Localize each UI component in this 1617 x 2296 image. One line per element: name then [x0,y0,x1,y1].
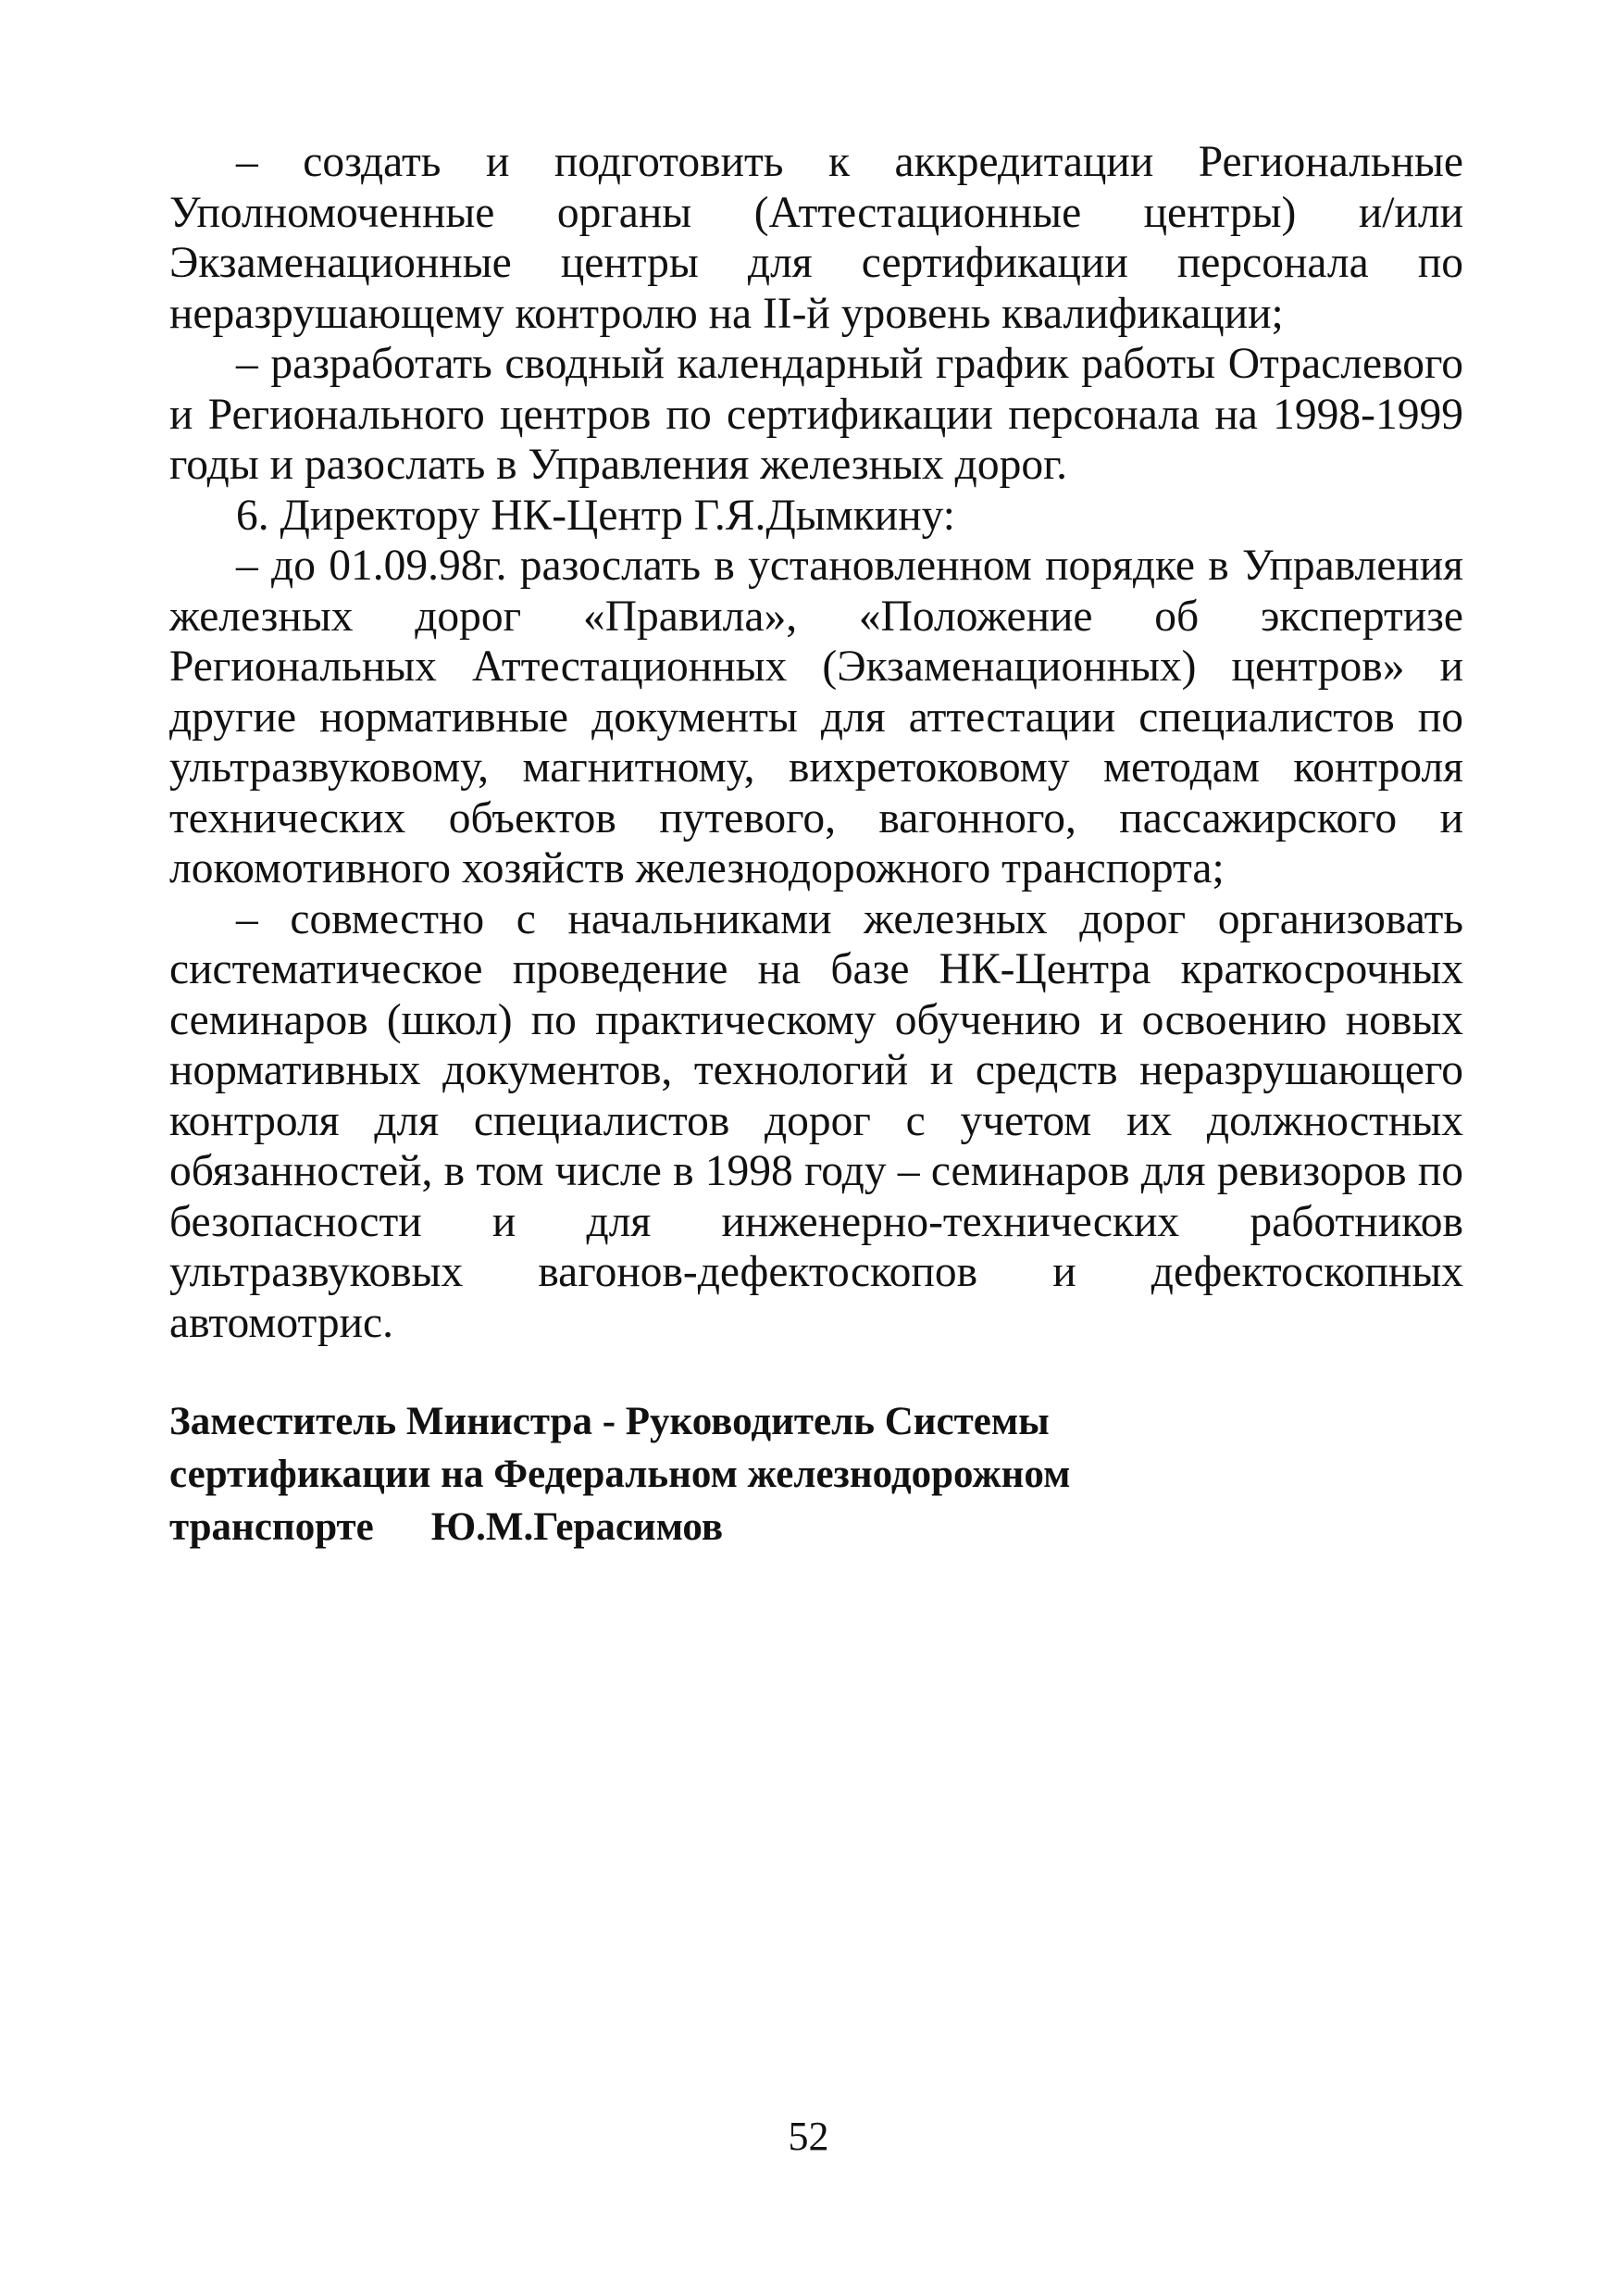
document-body [169,137,1463,1348]
signature-position-end: транспорте [169,1505,374,1549]
paragraph-seminars: – совместно с начальниками железных дорог организовать систематическое проведение на базе НК-Центра краткосрочных семинаров (школ) по практическому обучению и освоению новых нормативных документов, технологий и средств неразрушающего контроля для специалистов дорог с учетом их должностных обязанностей, в том числе в 1998 году – семинаров для ревизоров по безопасности и для инженерно-технических работников ультразвуковых вагонов-дефектоскопов и дефектоскопных автомотрис. [169,894,1463,1347]
signature-line-2: сертификации на Федеральном железнодорожном [169,1453,1071,1496]
page-number: 52 [788,2114,829,2159]
paragraph-director-heading: 6. Директору НК-Центр Г.Я.Дымкину: [236,491,955,540]
paragraph-regional-centers: – создать и подготовить к аккредитации Региональные Уполномоченные органы (Аттестационные центры) и/или Экзаменационные центры для сертификации персонала по неразрушающему контролю на II-й уровень квалификации; [169,138,1463,338]
signature-block [169,1395,1280,1554]
paragraph-schedule: – разработать сводный календарный график работы Отраслевого и Регионального центров по сертификации персонала на 1998-1999 годы и разослать в Управления железных дорог. [169,340,1463,489]
signature-line-3 [169,1501,1280,1554]
signature-line-1: Заместитель Министра - Руководитель Системы [169,1400,1050,1443]
signatory-name: Ю.М.Герасимов [430,1505,724,1549]
paragraph-distribute-rules: – до 01.09.98г. разослать в установленном порядке в Управления железных дорог «Правила», «Положение об экспертизе Региональных Аттестационных (Экзаменационных) центров» и другие нормативные документы для аттестации специалистов по ультразвуковому, магнитному, вихретоковому методам контроля технических объектов путевого, вагонного, пассажирского и локомотивного хозяйств железнодорожного транспорта; [169,542,1463,892]
